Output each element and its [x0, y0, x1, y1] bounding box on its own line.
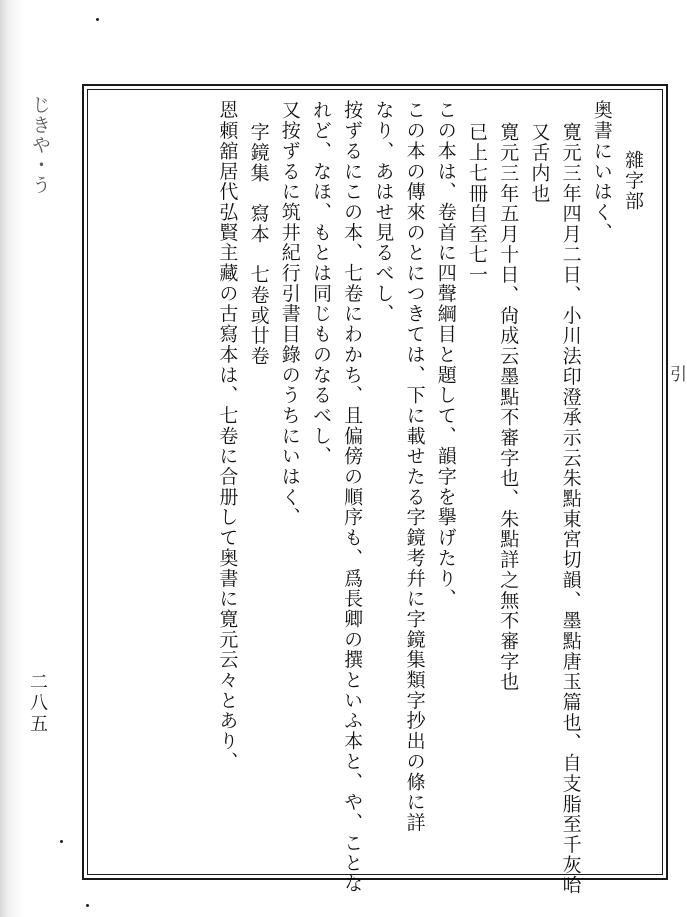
page-frame [82, 84, 687, 896]
text-line: 奥書にいはく、 [590, 100, 613, 243]
vertical-text-block [211, 100, 648, 896]
text-line: 寛元三年五月十日、尙成云墨點不審字也、朱點詳之無不審字也 [497, 122, 520, 692]
text-line: 已上七冊自至七一 [465, 122, 488, 285]
text-line: 寛元三年四月二日、小川法印澄承示云朱點東宮切韻、墨點唐玉篇也、自支脂至千灰咍 [559, 122, 582, 896]
text-line: 又按ずるに筑井紀行引書目錄のうちにいはく、 [278, 100, 301, 528]
text-line: 恩頼舘居代弘賢主藏の古寫本は、七卷に合册して奥書に寛元云々とあり、 [216, 100, 239, 772]
text-line: この本は、卷首に四聲綱目と題して、韻字を擧げたり、 [434, 100, 457, 609]
scan-edge [0, 0, 22, 917]
scan-speck [86, 904, 89, 907]
header-reference-mark: 引 [670, 365, 687, 385]
page-number: 二八五 [27, 672, 48, 735]
text-line: 按ずるにこの本、七卷にわかち、且偏傍の順序も、爲長卿の撰といふ本と、や、ことな [341, 100, 364, 894]
margin-handwritten-note: じきや・う [29, 95, 51, 195]
text-line: この本の傳來のとにつきては、下に載せたる字鏡考幷に字鏡集類字抄出の條に詳 [403, 100, 426, 833]
text-line: 字鏡集 寫本 七卷或廿卷 [247, 122, 270, 367]
scan-speck [96, 18, 99, 21]
text-line-section-title: 雜字部 [622, 150, 644, 212]
scan-speck [60, 840, 63, 843]
text-line: れど、なほ、もとは同じものなるべし、 [309, 100, 332, 467]
text-line: 又舌内也 [528, 122, 551, 204]
text-line: なり、あはせ見るべし、 [372, 100, 395, 324]
